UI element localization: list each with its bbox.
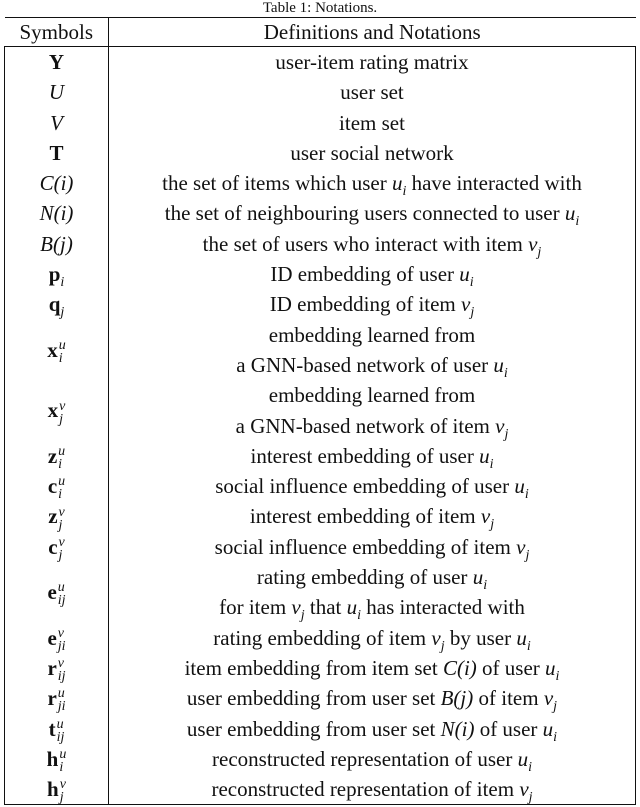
symbol-scripts [58,581,66,607]
math-subscript: i [483,578,488,594]
definition-cell [109,653,636,683]
math-subscript: j [525,547,530,563]
symbol-superscript: v [59,398,66,414]
table-row [5,744,636,774]
math-subscript: i [469,275,474,291]
math-subscript: i [402,184,407,200]
definition-text: ID embedding of item [269,292,462,317]
math-variable [514,474,529,503]
definition-text: ID embedding of user [270,262,460,287]
math-base: v [528,231,538,256]
math-base: v [461,292,471,317]
definition-line [113,744,631,774]
symbol-base: x [47,398,59,423]
math-variable [516,534,530,563]
math-subscript: j [553,699,558,715]
math-base: u [514,474,525,499]
table-row [5,259,636,289]
definition-cell [109,562,636,623]
definition-text: of user [476,655,546,680]
definition-cell [109,198,636,228]
definition-text: has interacted with [361,595,525,620]
header-symbols: Symbols [5,18,109,47]
definition-text: the set of neighbouring users connected to user [164,201,565,226]
definition-text: of user [474,716,543,741]
definition-text: social influence embedding of user [215,474,515,499]
definition-cell [109,259,636,289]
symbol-base: c [47,474,58,499]
table-row [5,168,636,198]
symbol-base: T [49,140,64,165]
math-base: u [391,171,403,196]
symbol-cell [5,774,109,805]
math-subscript: i [503,366,508,382]
definition-text: for item [219,595,292,620]
symbol-cell [5,168,109,198]
math-base: v [431,625,441,650]
math-subscript: i [555,669,560,685]
definition-line [113,653,631,683]
symbol-scripts [59,400,65,426]
table-body [5,47,636,805]
definition-text: reconstructed representation of item [211,777,520,802]
math-base: v [519,777,529,802]
symbol-subscript: i [59,760,64,776]
symbol-scripts [57,718,65,744]
math-variable [443,656,477,680]
definition-text: a GNN-based network of user [236,352,494,377]
definition-line [113,380,631,410]
definition-text: rating embedding of item [213,625,432,650]
symbol-superscript: u [58,338,66,353]
definition-line [113,471,631,501]
math-base: N(i) [440,716,475,741]
math-base: u [493,352,504,377]
symbol-superscript: u [58,474,66,490]
math-base: u [545,655,556,680]
symbol-base: N(i) [39,201,74,226]
definition-text: reconstructed representation of user [212,746,518,771]
symbol-superscript: u [57,686,65,702]
definition-line [113,441,631,471]
symbol-superscript: v [57,625,64,641]
symbol-cell [5,441,109,471]
table-row [5,683,636,713]
definition-line [113,77,631,107]
table-row [5,623,636,653]
symbol-cell [5,714,109,744]
math-base: v [495,413,505,438]
math-variable [461,292,475,321]
math-variable [459,262,474,291]
definition-line [113,532,631,562]
definition-line [113,714,631,744]
definition-line [113,501,631,531]
symbol-base: e [47,580,57,605]
math-variable [517,746,532,776]
definition-text: item embedding from item set [184,655,443,680]
definition-line [113,229,631,259]
math-variable [441,717,475,741]
math-base: v [516,534,526,559]
definition-text: the set of items which user [162,171,392,196]
math-base: u [542,716,554,741]
definition-text: user embedding from user set [186,716,441,741]
symbol-cell [5,229,109,259]
symbol-superscript: u [59,747,67,763]
symbol-subscript: ji [57,638,66,654]
math-variable [516,625,531,654]
symbol-cell [5,108,109,138]
symbol-cell [5,138,109,168]
definition-cell [109,168,636,198]
definition-cell [109,683,636,713]
table-row [5,77,636,107]
symbol-superscript: u [58,444,66,460]
definition-line [113,562,631,592]
table-row [5,380,636,441]
symbol-base: t [48,716,56,741]
symbol-base: h [47,777,59,802]
symbol-base: z [47,443,58,468]
symbol-subscript: j [60,305,65,321]
math-variable [543,686,558,715]
table-caption: Table 1: Notations. [262,0,378,16]
table-header-row [5,18,636,47]
definition-text: a GNN-based network of item [235,413,496,438]
math-base: u [459,262,470,287]
definition-text: by user [444,625,517,650]
definition-line [113,774,631,804]
definition-cell [109,623,636,653]
math-subscript: i [526,638,531,654]
math-subscript: j [490,517,495,533]
symbol-subscript: i [58,351,63,366]
definition-cell [109,77,636,107]
symbol-cell [5,320,109,381]
symbol-scripts [58,687,66,713]
math-subscript: i [524,487,529,503]
math-variable [528,231,542,260]
table-row [5,47,636,78]
notations-table [4,17,636,805]
math-variable [542,716,558,745]
math-base: v [480,504,491,529]
math-variable [480,504,495,533]
symbol-cell [5,683,109,713]
definition-line [113,411,631,441]
definition-cell [109,441,636,471]
math-subscript: i [553,729,558,745]
table-row [5,198,636,228]
symbol-scripts [58,627,66,653]
definition-text: social influence embedding of item [214,534,517,559]
math-base: u [564,201,576,226]
symbol-base: z [48,504,58,529]
symbol-cell [5,623,109,653]
definition-text: of item [473,686,544,711]
symbol-scripts [58,475,65,501]
symbol-cell [5,501,109,531]
table-row [5,138,636,168]
symbol-subscript: i [58,487,63,503]
math-variable [519,777,533,806]
math-variable [441,686,474,710]
symbol-cell [5,77,109,107]
definition-cell [109,471,636,501]
math-variable [472,565,488,594]
definition-text: rating embedding of user [256,565,473,590]
math-subscript: i [528,760,532,776]
definition-text: interest embedding of user [250,443,480,468]
symbol-scripts [60,778,66,804]
header-definitions: Definitions and Notations [109,18,636,47]
symbol-superscript: v [59,777,66,793]
symbol-base: e [47,625,57,650]
table-row [5,108,636,138]
symbol-base: h [46,746,59,771]
math-subscript: i [575,214,580,230]
math-variable [493,352,508,382]
definition-line [113,198,631,228]
definition-line [113,683,631,713]
table-row [5,532,636,562]
definition-text: user set [340,80,404,105]
symbol-subscript: ij [57,669,66,685]
definition-line [113,320,631,350]
math-variable [564,201,580,230]
math-subscript: i [357,608,362,624]
symbol-subscript: i [60,275,65,291]
math-variable [479,443,494,473]
symbol-cell [5,259,109,289]
definition-text: user embedding from user set [186,686,441,711]
definition-cell [109,229,636,259]
math-base: u [517,746,529,771]
table-row [5,501,636,531]
math-variable [291,595,305,624]
definition-cell [109,501,636,531]
symbol-subscript: j [59,411,64,427]
symbol-superscript: u [56,716,64,732]
math-variable [545,655,560,685]
definition-text: item set [339,110,405,135]
table-row [5,653,636,683]
definition-text: interest embedding of item [249,504,481,529]
symbol-subscript: j [59,790,64,806]
symbol-scripts [59,748,66,774]
symbol-cell [5,744,109,774]
definition-line [113,259,631,289]
math-subscript: j [470,305,475,321]
definition-cell [109,532,636,562]
definition-line [113,108,631,138]
table-row [5,441,636,471]
definition-cell [109,138,636,168]
definition-text: user social network [290,140,454,165]
definition-line [113,592,631,622]
definition-text: embedding learned from [268,383,476,408]
symbol-base: r [47,655,57,680]
symbol-cell [5,289,109,319]
math-base: u [479,443,490,468]
symbol-superscript: u [57,580,65,596]
symbol-cell [5,471,109,501]
symbol-base: B(j) [40,231,73,256]
math-subscript: j [537,244,542,260]
definition-line [113,289,631,319]
table-row [5,774,636,805]
definition-cell [109,774,636,805]
definition-text: have interacted with [406,171,582,196]
symbol-subscript: ij [57,593,66,609]
symbol-subscript: j [58,547,63,563]
symbol-scripts [58,445,65,471]
definition-line [113,168,631,198]
definition-text: embedding learned from [268,322,476,347]
math-variable [495,413,509,442]
math-variable [391,171,407,200]
symbol-cell [5,198,109,228]
definition-text: that [304,595,347,620]
definition-text: the set of users who interact with item [202,231,529,256]
table-row [5,714,636,744]
symbol-scripts [59,506,65,532]
symbol-cell [5,532,109,562]
symbol-base: V [50,110,63,135]
symbol-subscript: ij [56,729,65,745]
symbol-base: x [47,337,58,362]
symbol-base: r [47,686,57,711]
symbol-scripts [58,657,66,683]
symbol-base: U [48,80,65,105]
table-row [5,471,636,501]
math-base: v [291,595,301,620]
math-base: u [346,595,358,620]
symbol-cell [5,47,109,78]
definition-cell [109,108,636,138]
definition-cell [109,380,636,441]
math-base: u [516,625,527,650]
math-base: B(j) [440,686,474,711]
symbol-cell [5,562,109,623]
math-base: C(i) [442,655,477,680]
table-row [5,320,636,381]
definition-cell [109,289,636,319]
symbol-scripts [59,536,65,562]
definition-cell [109,47,636,78]
symbol-base: q [48,292,61,317]
math-variable [431,625,445,654]
definition-cell [109,744,636,774]
symbol-base: p [48,262,61,287]
symbol-superscript: v [58,534,65,550]
math-base: v [543,686,554,711]
definition-cell [109,714,636,744]
math-subscript: j [528,790,533,806]
symbol-subscript: ji [57,699,66,715]
math-subscript: i [489,457,494,473]
definition-line [113,623,631,653]
table-row [5,229,636,259]
symbol-cell [5,380,109,441]
symbol-base: Y [48,50,65,74]
math-subscript: j [300,608,305,624]
symbol-subscript: j [58,517,63,533]
symbol-base: C(i) [39,171,74,196]
math-subscript: j [440,638,445,654]
definition-line [113,138,631,168]
definition-line [113,350,631,380]
table-row [5,289,636,319]
table-row [5,562,636,623]
definition-text: user-item rating matrix [275,50,469,74]
math-subscript: j [504,426,509,442]
symbol-base: c [48,534,58,559]
math-variable [346,595,362,624]
symbol-scripts [59,339,66,365]
symbol-cell [5,653,109,683]
symbol-subscript: i [58,457,63,473]
math-base: u [472,565,484,590]
symbol-superscript: v [57,656,64,672]
symbol-superscript: v [58,504,65,520]
definition-cell [109,320,636,381]
definition-line [113,47,631,77]
